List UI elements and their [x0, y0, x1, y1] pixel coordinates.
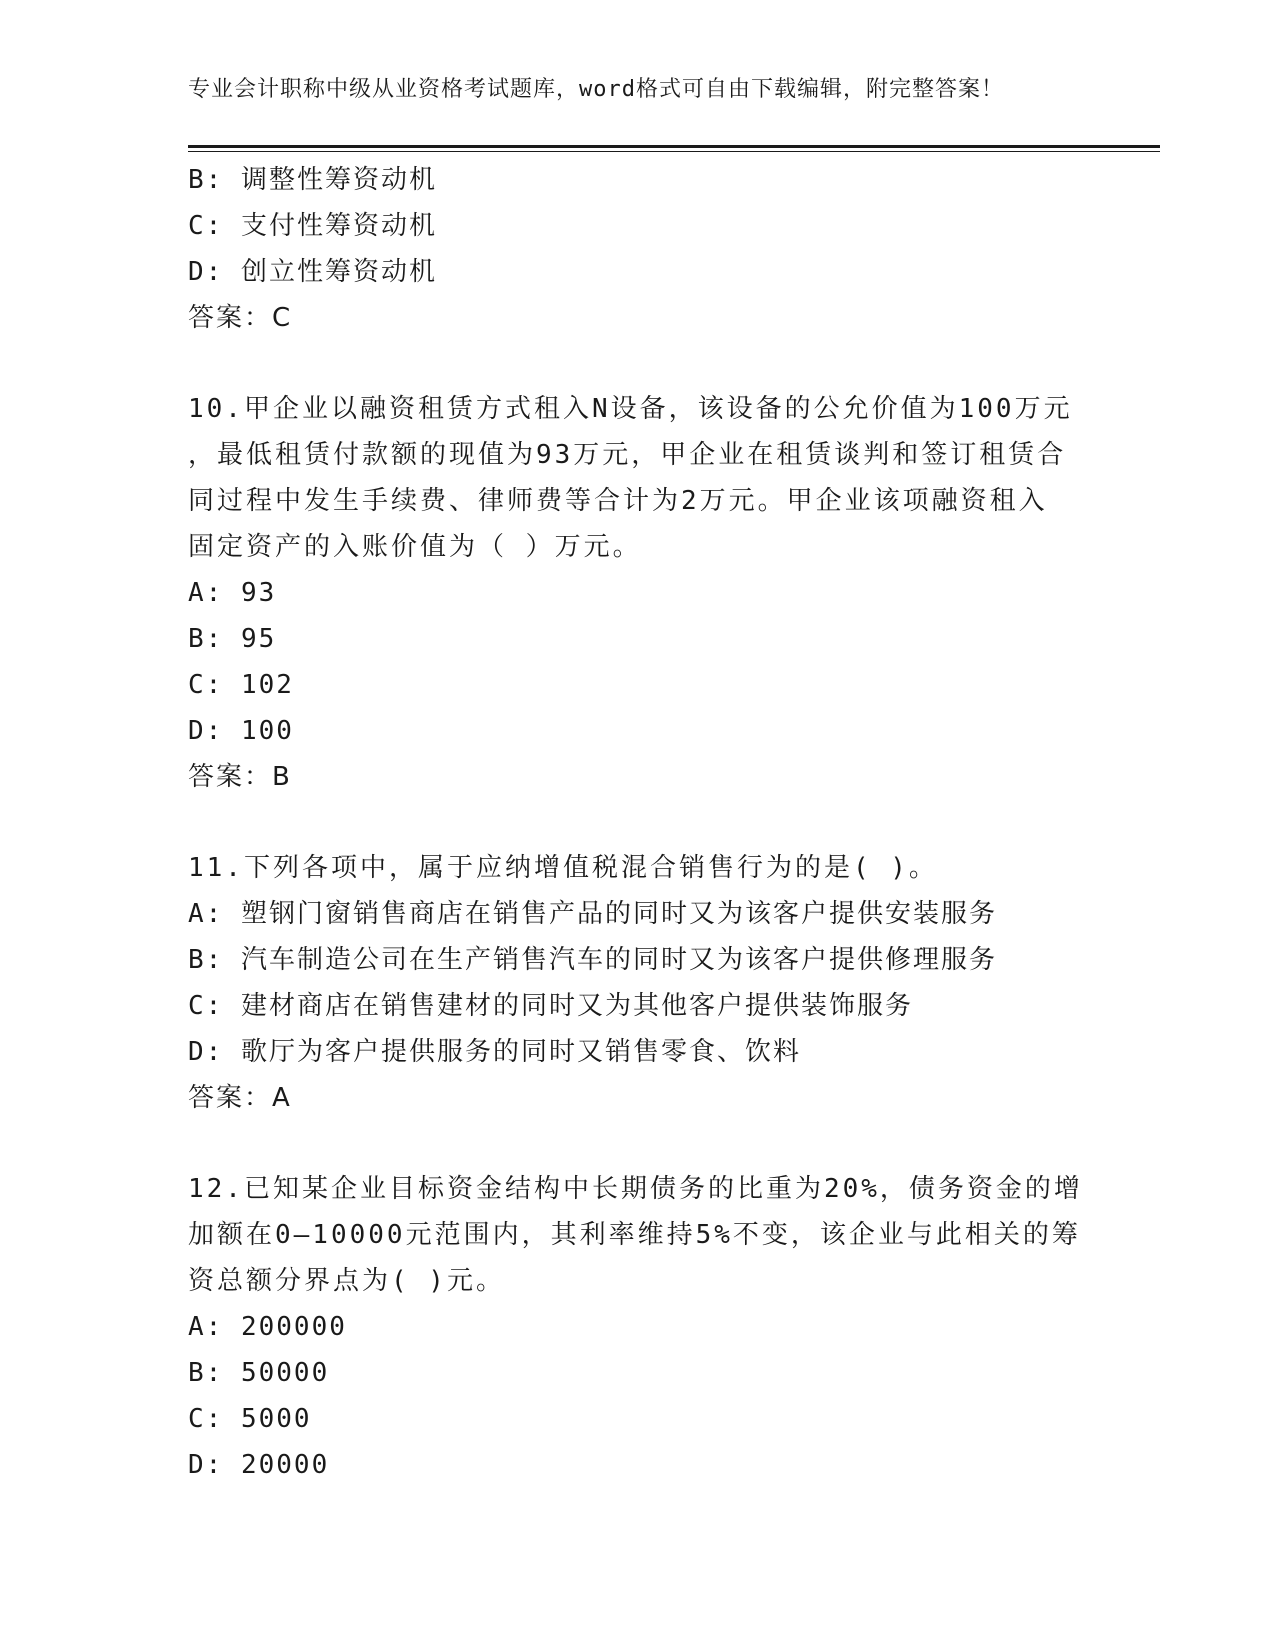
question-stem: [188, 1166, 1088, 1304]
option-d: D: 创立性筹资动机: [188, 257, 437, 287]
option-c: C: 5000: [188, 1404, 312, 1434]
question-11: [188, 845, 1088, 1121]
header-rule-thin: [188, 151, 1160, 152]
option-b: B: 汽车制造公司在生产销售汽车的同时又为该客户提供修理服务: [188, 945, 997, 975]
stem-line: 同过程中发生手续费、律师费等合计为2万元。甲企业该项融资租入: [188, 486, 1048, 516]
option-a: A: 塑钢门窗销售商店在销售产品的同时又为该客户提供安装服务: [188, 899, 997, 929]
stem-line: 11.下列各项中，属于应纳增值税混合销售行为的是( )。: [188, 853, 938, 883]
question-9: [188, 157, 1088, 341]
question-stem: [188, 845, 1088, 891]
option-b: B: 调整性筹资动机: [188, 165, 437, 195]
answer: 答案：A: [188, 1083, 292, 1113]
header-rule-thick: [188, 145, 1160, 148]
option-d: D: 100: [188, 716, 294, 746]
option-a: A: 93: [188, 578, 277, 608]
question-10: [188, 386, 1088, 800]
answer: 答案：B: [188, 762, 292, 792]
option-c: C: 102: [188, 670, 294, 700]
question-list: [188, 157, 1088, 1488]
option-a: A: 200000: [188, 1312, 347, 1342]
stem-line: ，最低租赁付款额的现值为93万元，甲企业在租赁谈判和签订租赁合: [188, 440, 1067, 470]
option-c: C: 建材商店在销售建材的同时又为其他客户提供装饰服务: [188, 991, 913, 1021]
page-header: 专业会计职称中级从业资格考试题库，word格式可自由下载编辑，附完整答案！: [188, 77, 1004, 102]
option-b: B: 95: [188, 624, 277, 654]
option-c: C: 支付性筹资动机: [188, 211, 437, 241]
question-stem: [188, 386, 1088, 570]
question-12: [188, 1166, 1088, 1488]
stem-line: 加额在0—10000元范围内，其利率维持5%不变，该企业与此相关的筹: [188, 1220, 1081, 1250]
stem-line: 12.已知某企业目标资金结构中长期债务的比重为20%，债务资金的增: [188, 1174, 1083, 1204]
option-d: D: 20000: [188, 1450, 330, 1480]
stem-line: 固定资产的入账价值为（ ）万元。: [188, 532, 642, 562]
stem-line: 10.甲企业以融资租赁方式租入N设备，该设备的公允价值为100万元: [188, 394, 1073, 424]
option-b: B: 50000: [188, 1358, 330, 1388]
option-d: D: 歌厅为客户提供服务的同时又销售零食、饮料: [188, 1037, 801, 1067]
stem-line: 资总额分界点为( )元。: [188, 1266, 505, 1296]
answer: 答案：C: [188, 303, 293, 333]
